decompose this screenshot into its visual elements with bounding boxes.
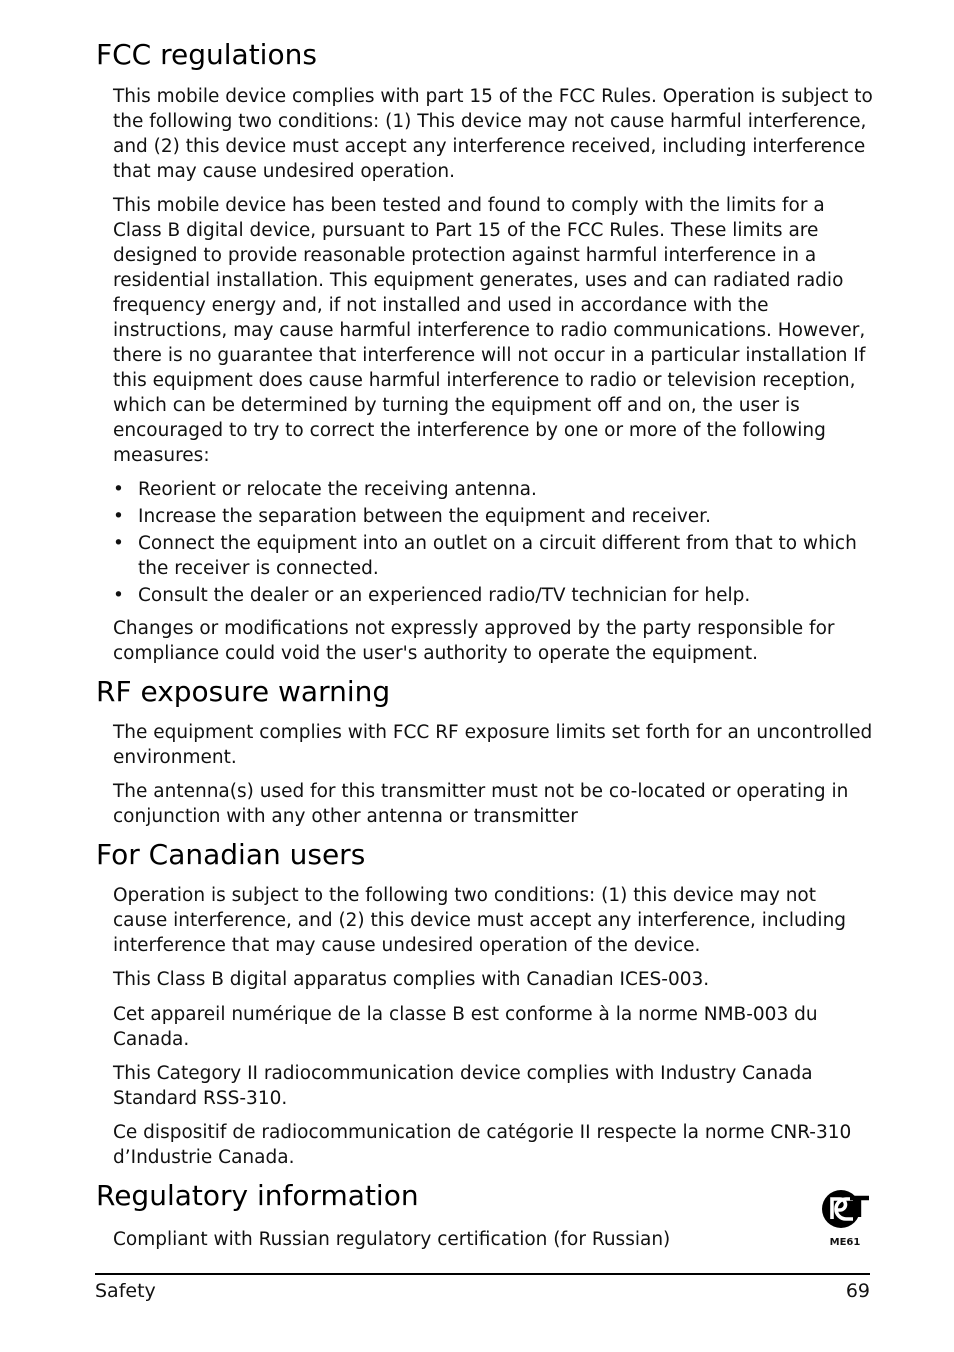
footer-section-label: Safety bbox=[95, 1280, 156, 1302]
bullet-icon: • bbox=[113, 506, 124, 527]
footer-divider bbox=[95, 1273, 870, 1275]
list-item: • Connect the equipment into an outlet on a circuit different from that to which the receiver is connected. bbox=[113, 533, 857, 579]
gost-pct-icon bbox=[820, 1186, 870, 1234]
bullet-icon: • bbox=[113, 479, 124, 500]
list-item: • Consult the dealer or an experienced radio/TV technician for help. bbox=[113, 585, 751, 606]
bullet-icon: • bbox=[113, 533, 124, 554]
bullet-icon: • bbox=[113, 585, 124, 606]
regulatory-paragraph: Compliant with Russian regulatory certification (for Russian) bbox=[113, 1229, 671, 1250]
canada-paragraph-5: Ce dispositif de radiocommunication de catégorie II respecte la norme CNR-310 d’Industrie Canada. bbox=[113, 1122, 852, 1168]
rf-paragraph-1: The equipment complies with FCC RF exposure limits set forth for an uncontrolled environment. bbox=[113, 722, 873, 768]
fcc-heading: FCC regulations bbox=[96, 38, 317, 71]
rf-paragraph-2: The antenna(s) used for this transmitter must not be co-located or operating in conjunction with any other antenna or transmitter bbox=[113, 781, 849, 827]
certification-code: ME61 bbox=[829, 1237, 861, 1248]
page-number: 69 bbox=[845, 1280, 870, 1302]
canada-paragraph-2: This Class B digital apparatus complies with Canadian ICES-003. bbox=[113, 969, 710, 990]
canada-heading: For Canadian users bbox=[96, 838, 366, 871]
canada-paragraph-4: This Category II radiocommunication device complies with Industry Canada Standard RSS-310. bbox=[113, 1063, 813, 1109]
canada-paragraph-1: Operation is subject to the following two conditions: (1) this device may not cause interference, and (2) this device must accept any interference, including interference that may cause undesired operation of the device. bbox=[113, 885, 847, 956]
fcc-measures-list bbox=[113, 477, 873, 610]
fcc-paragraph-1: This mobile device complies with part 15 of the FCC Rules. Operation is subject to the following two conditions: (1) This device may not cause harmful interference, and (2) this device must accept any interference received, including interference that may cause undesired operation. bbox=[113, 86, 873, 182]
fcc-paragraph-3: Changes or modifications not expressly approved by the party responsible for compliance could void the user's authority to operate the equipment. bbox=[113, 618, 835, 664]
list-item: • Increase the separation between the equipment and receiver. bbox=[113, 506, 711, 527]
gost-certification-logo bbox=[820, 1186, 870, 1248]
canada-paragraph-3: Cet appareil numérique de la classe B est conforme à la norme NMB-003 du Canada. bbox=[113, 1004, 818, 1050]
list-item: • Reorient or relocate the receiving antenna. bbox=[113, 479, 537, 500]
rf-heading: RF exposure warning bbox=[96, 675, 391, 708]
fcc-paragraph-2: This mobile device has been tested and found to comply with the limits for a Class B digital device, pursuant to Part 15 of the FCC Rules. These limits are designed to provide reasonable protection against harmful interference in a residential installation. This equipment generates, uses and can radiated radio frequency energy and, if not installed and used in accordance with the instructions, may cause harmful interference to radio communications. However, there is no guarantee that interference will not occur in a particular installation If this equipment does cause harmful interference to radio or television reception, which can be determined by turning the equipment off and on, the user is encouraged to try to correct the interference by one or more of the following measures: bbox=[113, 195, 866, 466]
regulatory-heading: Regulatory information bbox=[96, 1179, 419, 1212]
